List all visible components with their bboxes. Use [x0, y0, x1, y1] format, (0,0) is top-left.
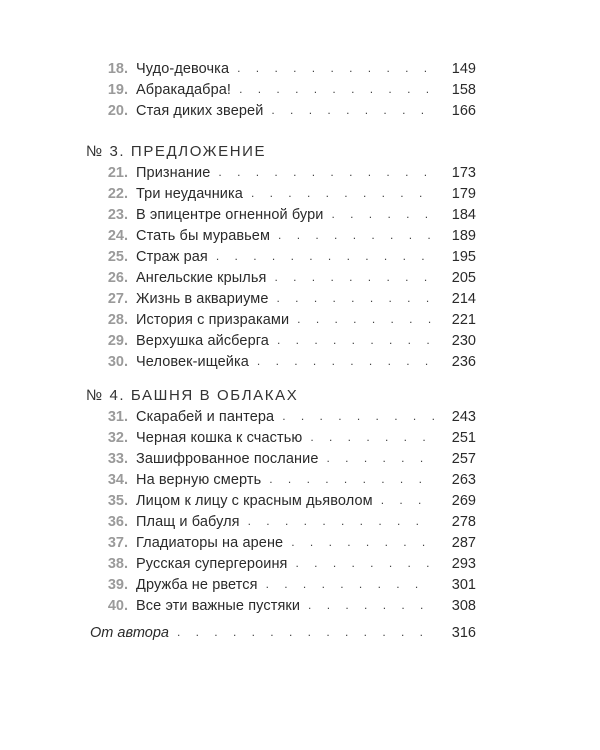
chapter-title: Три неудачника	[136, 186, 243, 202]
chapter-title: Черная кошка к счастью	[136, 430, 303, 446]
page-number: 158	[451, 82, 476, 98]
page-number: 221	[451, 312, 476, 328]
chapter-number: 36	[107, 514, 124, 530]
page-number: 287	[451, 535, 476, 551]
chapter-title: Стать бы муравьем	[136, 228, 271, 244]
section-heading-part-4[interactable]: № 4. БАШНЯ В ОБЛАКАХ	[86, 387, 299, 404]
page-number: 173	[451, 165, 476, 181]
page-number: 316	[451, 625, 476, 641]
page-number: 184	[451, 207, 476, 223]
page-number: 278	[451, 514, 476, 530]
page-number: 301	[451, 577, 476, 593]
page-number: 166	[451, 103, 476, 119]
chapter-number: 20	[107, 103, 124, 119]
toc-entry[interactable]: 28 . История с призраками . . . 221	[100, 309, 476, 331]
dot-leader	[381, 489, 434, 511]
dot-leader	[269, 468, 434, 490]
toc-entry[interactable]: 31 . Скарабей и пантера . . . 243	[100, 406, 476, 428]
toc-entry[interactable]: 25 . Страж рая . . . 195	[100, 246, 476, 268]
chapter-title: Страж рая	[136, 249, 208, 265]
chapter-title: История с призраками	[136, 312, 290, 328]
chapter-number: 19	[107, 82, 124, 98]
chapter-number: 21	[107, 165, 124, 181]
chapter-title: Абракадабра!	[136, 82, 232, 98]
toc-entry[interactable]: 39 . Дружба не рвется . . . 301	[100, 574, 476, 596]
chapter-title: Человек-ищейка	[136, 354, 249, 370]
dot-leader	[274, 266, 434, 288]
dot-leader	[237, 57, 434, 79]
page-number: 269	[451, 493, 476, 509]
page-number: 236	[451, 354, 476, 370]
page-number: 189	[451, 228, 476, 244]
toc-entry[interactable]: 33 . Зашифрованное послание . . . 257	[100, 448, 476, 470]
dot-leader	[266, 573, 434, 595]
dot-leader	[331, 203, 434, 225]
chapter-title: Чудо-девочка	[136, 61, 230, 77]
chapter-title: Ангельские крылья	[136, 270, 267, 286]
toc-entry[interactable]: 29 . Верхушка айсберга . . . 230	[100, 330, 476, 352]
page-number: 214	[451, 291, 476, 307]
chapter-number: 29	[107, 333, 124, 349]
chapter-number: 32	[107, 430, 124, 446]
page-number: 205	[451, 270, 476, 286]
chapter-number: 34	[107, 472, 124, 488]
dot-leader	[177, 621, 434, 643]
toc-entry[interactable]: 34 . На верную смерть . . . 263	[100, 469, 476, 491]
toc-entry[interactable]: 36 . Плащ и бабуля . . . 278	[100, 511, 476, 533]
toc-entry[interactable]: 35 . Лицом к лицу с красным дьяволом . . . 269	[100, 490, 476, 512]
chapter-title: Стая диких зверей	[136, 103, 264, 119]
toc-entry[interactable]: 23 . В эпицентре огненной бури . . . 184	[100, 204, 476, 226]
section-heading-part-3[interactable]: № 3. ПРЕДЛОЖЕНИЕ	[86, 143, 267, 160]
dot-leader	[282, 405, 434, 427]
chapter-number: 35	[107, 493, 124, 509]
toc-entry[interactable]: 20 . Стая диких зверей . . . 166	[100, 100, 476, 122]
chapter-number: 18	[107, 61, 124, 77]
dot-leader	[297, 308, 434, 330]
toc-entry[interactable]: 19 . Абракадабра! . . . 158	[100, 79, 476, 101]
chapter-number: 31	[107, 409, 124, 425]
chapter-number: 26	[107, 270, 124, 286]
afterword-title: От автора	[90, 625, 169, 641]
chapter-number: 27	[107, 291, 124, 307]
chapter-number: 23	[107, 207, 124, 223]
dot-leader	[251, 182, 434, 204]
dot-leader	[310, 426, 434, 448]
chapter-number: 25	[107, 249, 124, 265]
chapter-title: Гладиаторы на арене	[136, 535, 284, 551]
toc-entry[interactable]: 38 . Русская супергероиня . . . 293	[100, 553, 476, 575]
page-number: 293	[451, 556, 476, 572]
chapter-number: 33	[107, 451, 124, 467]
chapter-title: Дружба не рвется	[136, 577, 258, 593]
toc-entry[interactable]: 21 . Признание . . . 173	[100, 162, 476, 184]
dot-leader	[277, 329, 434, 351]
chapter-title: В эпицентре огненной бури	[136, 207, 324, 223]
page-number: 308	[451, 598, 476, 614]
page-number: 263	[451, 472, 476, 488]
chapter-title: Русская супергероиня	[136, 556, 288, 572]
dot-leader	[291, 531, 434, 553]
page-number: 257	[451, 451, 476, 467]
chapter-number: 30	[107, 354, 124, 370]
dot-leader	[308, 594, 434, 616]
chapter-title: Верхушка айсберга	[136, 333, 269, 349]
toc-entry[interactable]: 22 . Три неудачника . . . 179	[100, 183, 476, 205]
dot-leader	[239, 78, 434, 100]
chapter-title: Зашифрованное послание	[136, 451, 319, 467]
chapter-number: 40	[107, 598, 124, 614]
toc-entry[interactable]: 30 . Человек-ищейка . . . 236	[100, 351, 476, 373]
dot-leader	[278, 224, 434, 246]
chapter-title: Все эти важные пустяки	[136, 598, 301, 614]
dot-leader	[257, 350, 434, 372]
dot-leader	[218, 161, 434, 183]
toc-entry[interactable]: 40 . Все эти важные пустяки . . . 308	[100, 595, 476, 617]
page-number: 243	[451, 409, 476, 425]
toc-entry[interactable]: 24 . Стать бы муравьем . . . 189	[100, 225, 476, 247]
chapter-number: 37	[107, 535, 124, 551]
page-number: 179	[451, 186, 476, 202]
toc-entry-afterword[interactable]	[90, 622, 476, 644]
dot-leader	[271, 99, 434, 121]
page-number: 149	[451, 61, 476, 77]
chapter-title: Жизнь в аквариуме	[136, 291, 269, 307]
chapter-title: Лицом к лицу с красным дьяволом	[136, 493, 373, 509]
chapter-number: 24	[107, 228, 124, 244]
toc-entry[interactable]: 32 . Черная кошка к счастью . . . 251	[100, 427, 476, 449]
chapter-number: 38	[107, 556, 124, 572]
dot-leader	[277, 287, 435, 309]
chapter-number: 28	[107, 312, 124, 328]
dot-leader	[296, 552, 435, 574]
chapter-number: 39	[107, 577, 124, 593]
chapter-number: 22	[107, 186, 124, 202]
chapter-title: На верную смерть	[136, 472, 262, 488]
chapter-title: Скарабей и пантера	[136, 409, 275, 425]
page-number: 251	[451, 430, 476, 446]
page-number: 230	[451, 333, 476, 349]
dot-leader	[326, 447, 434, 469]
dot-leader	[216, 245, 434, 267]
dot-leader	[248, 510, 434, 532]
chapter-title: Признание	[136, 165, 211, 181]
chapter-title: Плащ и бабуля	[136, 514, 240, 530]
toc-entry[interactable]: 37 . Гладиаторы на арене . . . 287	[100, 532, 476, 554]
toc-entry[interactable]: 18 . Чудо-девочка . . . 149	[100, 58, 476, 80]
toc-entry[interactable]: 27 . Жизнь в аквариуме . . . 214	[100, 288, 476, 310]
page-number: 195	[451, 249, 476, 265]
toc-entry[interactable]: 26 . Ангельские крылья . . . 205	[100, 267, 476, 289]
